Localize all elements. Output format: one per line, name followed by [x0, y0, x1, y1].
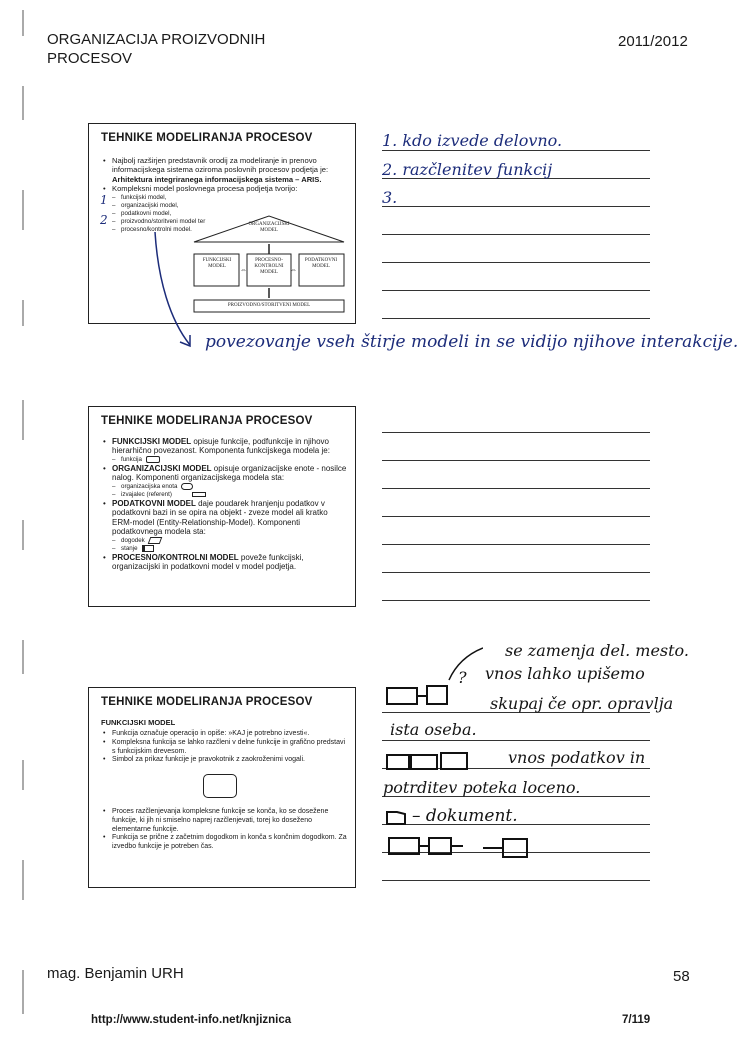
note-line — [382, 880, 650, 881]
slide-2 — [88, 406, 356, 607]
binding-mark — [22, 190, 24, 230]
binding-mark — [22, 300, 24, 326]
slide-1 — [88, 123, 356, 324]
sub-bullet: – organizacijski model, — [103, 202, 343, 210]
title-line-2: PROCESOV — [47, 50, 133, 67]
binding-mark — [22, 970, 24, 1014]
note-line — [382, 206, 650, 207]
slide-subtitle: FUNKCIJSKI MODEL — [101, 718, 176, 727]
performer-icon — [192, 492, 206, 497]
note-line — [382, 600, 650, 601]
slide-title: TEHNIKE MODELIRANJA PROCESOV — [101, 132, 313, 144]
handwritten-note: se zamenja del. mesto. — [505, 641, 689, 660]
slide-bullets — [103, 437, 347, 572]
event-icon — [147, 537, 162, 544]
sheet-number: 7/119 — [622, 1014, 651, 1026]
note-line — [382, 432, 650, 433]
slide-bullets — [103, 808, 347, 852]
handwritten-note: potrditev poteka loceno. — [383, 778, 581, 797]
binding-mark — [22, 10, 24, 36]
bullet: • Kompleksni model poslovnega procesa podjetja tvorijo: — [103, 184, 343, 193]
note-line — [382, 234, 650, 235]
bullet: • PODATKOVNI MODEL daje poudarek hranjenju podatkov v podatkovni bazi in se opira na objekt - zveze model ali kratko ERM-model (Entity-Relationship-Model). Komponenti podatkovnega modela sta: — [103, 499, 347, 537]
note-line — [382, 262, 650, 263]
sub-bullet: – organizacijska enota — [103, 483, 347, 491]
sub-bullet: – dogodek — [103, 537, 347, 545]
note-line — [382, 460, 650, 461]
function-symbol-icon — [146, 456, 160, 463]
sub-bullet: – stanje — [103, 545, 347, 553]
bullet: • Kompleksna funkcija se lahko razčleni v delne funkcije in grafično predstavi s funkcijskim drevesom. — [103, 739, 347, 757]
diagram-bottom-label: PROIZVODNO/STORITVENI MODEL — [227, 303, 311, 308]
handwritten-note: skupaj če opr. opravlja — [490, 694, 674, 713]
handwritten-note: 2. razčlenitev funkcij — [382, 160, 553, 179]
bullet: • Simbol za prikaz funkcije je pravokotnik z zaokroženimi vogali. — [103, 756, 347, 765]
bullet: • PROCESNO/KONTROLNI MODEL poveže funkcijski, organizacijski in podatkovni model v model podjetja. — [103, 553, 347, 572]
margin-mark: 2 — [100, 213, 108, 227]
sub-bullet: – podatkovni model, — [103, 210, 343, 218]
function-symbol-icon — [203, 774, 237, 798]
diagram-right-label: PODATKOVNI MODEL — [304, 258, 338, 269]
handwritten-note: 3. — [382, 188, 398, 207]
slide-bullets — [103, 730, 347, 765]
note-line — [382, 318, 650, 319]
handwritten-note: 1. kdo izvede delovno. — [382, 131, 563, 150]
handwritten-note: ? — [458, 668, 467, 687]
handwritten-note: vnos podatkov in — [508, 748, 646, 767]
handwritten-arrow — [150, 230, 210, 360]
svg-text:⇔: ⇔ — [290, 267, 297, 274]
bullet: • Funkcija se prične z začetnim dogodkom in konča s končnim dogodkom. Za izvedbo funkcije je potreben čas. — [103, 834, 347, 852]
diagram-center-label: PROCESNO-KONTROLNI MODEL — [254, 258, 284, 275]
svg-text:⇔: ⇔ — [240, 267, 247, 274]
binding-mark — [22, 860, 24, 900]
binding-mark — [22, 400, 24, 440]
title-line-1: ORGANIZACIJA PROIZVODNIH — [47, 31, 266, 48]
sub-bullet: – proizvodno/storitveni model ter — [103, 218, 343, 226]
sub-bullet: – procesno/kontrolni model. — [103, 226, 343, 234]
document-title — [47, 30, 265, 68]
binding-mark — [22, 86, 24, 120]
handwritten-note: vnos lahko upišemo — [485, 664, 645, 683]
binding-mark — [22, 760, 24, 790]
note-line — [382, 150, 650, 151]
page-number: 58 — [673, 968, 690, 985]
handwritten-sketches — [383, 640, 483, 860]
state-icon — [142, 545, 154, 552]
note-line — [382, 290, 650, 291]
org-unit-icon — [181, 483, 193, 490]
school-year: 2011/2012 — [618, 33, 688, 50]
slide-title: TEHNIKE MODELIRANJA PROCESOV — [101, 415, 313, 427]
binding-mark — [22, 640, 24, 674]
source-link[interactable]: http://www.student-info.net/knjiznica — [91, 1014, 292, 1026]
handwritten-note: – dokument. — [412, 806, 518, 826]
bullet: • Proces razčlenjevanja kompleksne funkcije se konča, ko se dosežene funkcije, ki jih ni smiselno naprej razčlenjevati, torej ko doseženo elementarne funkcije. — [103, 808, 347, 834]
handwritten-note: ista oseba. — [390, 720, 477, 739]
note-line — [382, 572, 650, 573]
slide-title: TEHNIKE MODELIRANJA PROCESOV — [101, 696, 313, 708]
bullet: • Funkcija označuje operacijo in opiše: »KAJ je potrebno izvesti«. — [103, 730, 347, 739]
handwritten-note: povezovanje vseh štirje modeli in se vidijo njihove interakcije. — [205, 332, 739, 352]
sub-bullet: – izvajalec (referent) — [103, 491, 347, 499]
bullet: • Najbolj razširjen predstavnik orodij za modeliranje in prenovo informacijskega sistema oziroma poslovnih procesov podjetja je: Arhitektura integriranega informacijskega sistema – ARIS. — [103, 156, 343, 184]
bullet: • ORGANIZACIJSKI MODEL opisuje organizacijske enote - nosilce nalog. Komponenti organizacijskega modela sta: — [103, 464, 347, 483]
diagram-top-label: ORGANIZACIJSKI MODEL — [248, 222, 290, 233]
handwritten-sketch — [483, 835, 533, 865]
note-line — [382, 544, 650, 545]
bullet: • FUNKCIJSKI MODEL opisuje funkcije, podfunkcije in njihovo hierarhično povezanost. Komponenta funkcijskega modela je: — [103, 437, 347, 456]
sub-bullet: – funkcija — [103, 456, 347, 464]
slide-3 — [88, 687, 356, 888]
author: mag. Benjamin URH — [47, 965, 184, 982]
diagram-left-label: FUNKCIJSKI MODEL — [202, 258, 232, 269]
binding-mark — [22, 520, 24, 550]
sub-bullet: – funkcijski model, — [103, 194, 343, 202]
note-line — [382, 516, 650, 517]
margin-mark: 1 — [100, 193, 108, 207]
note-line — [382, 488, 650, 489]
